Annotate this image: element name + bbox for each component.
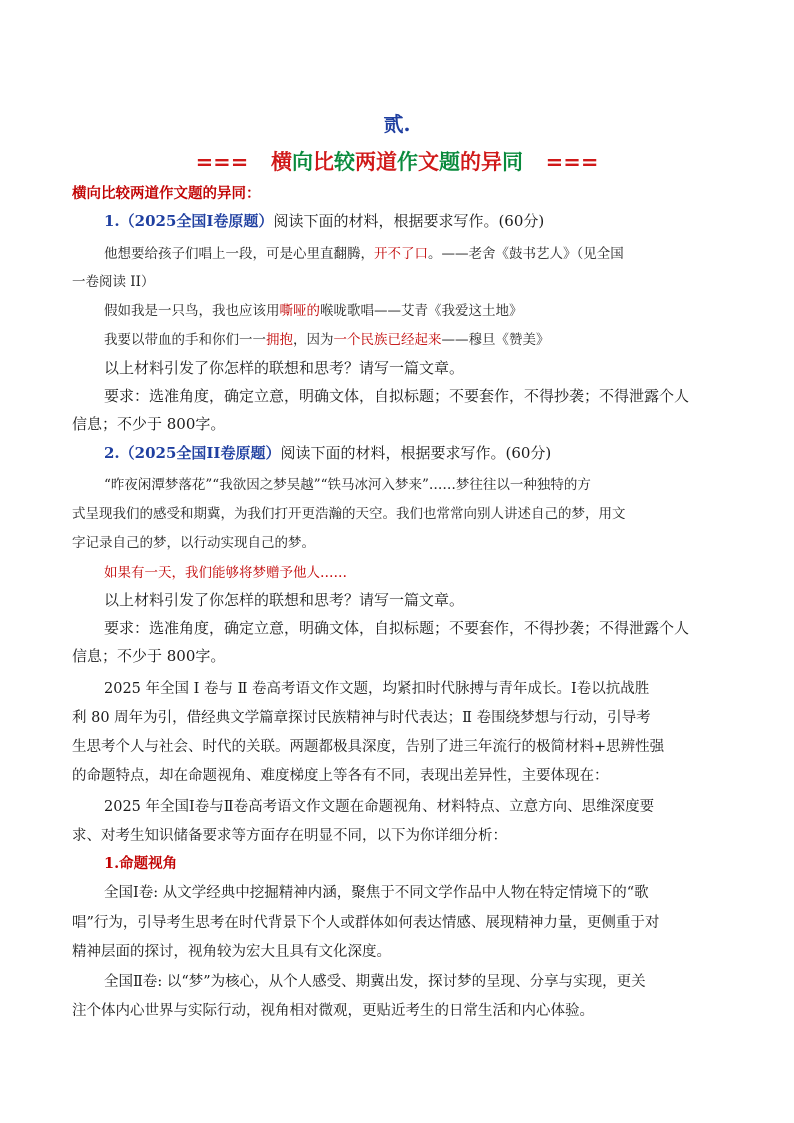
title-char: 题 — [439, 149, 460, 174]
title-char: 横 — [271, 149, 292, 174]
q1-instruction: 阅读下面的材料，根据要求写作。(60分) — [273, 212, 545, 230]
q1-material-3-text: ——穆旦《赞美》 — [441, 332, 550, 348]
q1-material-3-highlight: 一个民族已经起来 — [333, 332, 442, 348]
analysis-paragraph-4-cont: 注个体内心世界与实际行动，视角相对微观，更贴近考生的日常生活和内心体验。 — [72, 1003, 594, 1019]
analysis-paragraph-3: 全国Ⅰ卷: 从文学经典中挖掘精神内涵，聚焦于不同文学作品中人物在特定情境下的“歌 — [104, 885, 649, 901]
q1-material-2-text: 喉咙歌唱——艾青《我爱这土地》 — [320, 303, 523, 319]
q1-material-3 — [104, 328, 550, 348]
q2-material-2: 如果有一天，我们能够将梦赠予他人…… — [104, 565, 347, 581]
q2-header — [104, 442, 551, 463]
q2-source: （2025全国II卷原题） — [119, 444, 281, 462]
q2-requirements-cont: 信息；不少于 800字。 — [72, 647, 226, 665]
q2-instruction: 阅读下面的材料，根据要求写作。(60分) — [280, 444, 552, 462]
q2-material-1: “昨夜闲潭梦落花”“我欲因之梦吴越”“铁马冰河入梦来”……梦往往以一种独特的方 — [104, 477, 591, 493]
q1-material-1-text: 。——老舍《鼓书艺人》（见全国 — [428, 246, 624, 262]
analysis-paragraph-1-cont: 的命题特点，却在命题视角、难度梯度上等各有不同，表现出差异性，主要体现在： — [72, 768, 609, 784]
q1-material-3-highlight: 拥抱 — [266, 332, 293, 348]
q2-number: 2. — [104, 444, 120, 462]
title-right-marker: === — [545, 149, 599, 174]
title-char: 比 — [313, 149, 334, 174]
title-char: 较 — [334, 149, 355, 174]
title-char: 向 — [292, 149, 313, 174]
title-char: 作 — [397, 149, 418, 174]
q1-number: 1. — [104, 212, 120, 230]
title-left-marker: === — [195, 149, 249, 174]
title-char: 的 — [460, 149, 481, 174]
section-heading-perspective: 1.命题视角 — [104, 855, 178, 872]
title-char: 两 — [355, 149, 376, 174]
analysis-paragraph-1: 2025 年全国 Ⅰ 卷与 Ⅱ 卷高考语文作文题，均紧扣时代脉搏与青年成长。Ⅰ卷以抗战胜 — [104, 681, 650, 697]
main-title — [0, 146, 794, 176]
q1-material-1-highlight: 开不了口 — [374, 246, 428, 262]
analysis-paragraph-1-cont: 生思考个人与社会、时代的关联。两题都极具深度，告别了进三年流行的极简材料+思辨性强 — [72, 739, 665, 755]
analysis-paragraph-1-cont: 利 80 周年为引，借经典文学篇章探讨民族精神与时代表达；Ⅱ 卷围绕梦想与行动，引导考 — [72, 710, 651, 726]
q1-requirements-cont: 信息；不少于 800字。 — [72, 415, 226, 433]
analysis-paragraph-2-cont: 求、对考生知识储备要求等方面存在明显不同，以下为你详细分析： — [72, 828, 507, 844]
q1-material-1-text: 他想要给孩子们唱上一段，可是心里直翻腾， — [104, 246, 374, 262]
section-number: 贰. — [383, 112, 411, 136]
q1-source: （2025全国Ⅰ卷原题） — [119, 212, 274, 230]
q2-requirements: 要求：选准角度，确定立意，明确文体，自拟标题；不要套作，不得抄袭；不得泄露个人 — [104, 619, 690, 637]
q1-material-1 — [104, 242, 624, 262]
analysis-paragraph-2: 2025 年全国Ⅰ卷与Ⅱ卷高考语文作文题在命题视角、材料特点、立意方向、思维深度要 — [104, 799, 655, 815]
q1-material-1-cont: 一卷阅读 II） — [72, 274, 155, 290]
q1-material-3-text: 我要以带血的手和你们一一 — [104, 332, 266, 348]
title-char: 道 — [376, 149, 397, 174]
title-char: 文 — [418, 149, 439, 174]
title-char: 异 — [481, 149, 502, 174]
q2-prompt: 以上材料引发了你怎样的联想和思考？请写一篇文章。 — [104, 591, 465, 609]
q1-material-3-text: ，因为 — [293, 332, 334, 348]
analysis-paragraph-4: 全国Ⅱ卷: 以“梦”为核心，从个人感受、期冀出发，探讨梦的呈现、分享与实现，更关 — [104, 974, 646, 990]
analysis-paragraph-3-cont: 精神层面的探讨，视角较为宏大且具有文化深度。 — [72, 944, 391, 960]
title-char: 同 — [502, 149, 523, 174]
q1-material-2-highlight: 嘶哑的 — [279, 303, 320, 319]
q2-material-1-cont: 式呈现我们的感受和期冀，为我们打开更浩瀚的天空。我们也常常向别人讲述自己的梦，用文 — [72, 506, 626, 522]
analysis-paragraph-3-cont: 唱”行为，引导考生思考在时代背景下个人或群体如何表达情感、展现精神力量，更侧重于对 — [72, 915, 660, 931]
q1-requirements: 要求：选准角度，确定立意，明确文体，自拟标题；不要套作，不得抄袭；不得泄露个人 — [104, 387, 690, 405]
q1-material-2 — [104, 299, 523, 319]
q1-material-2-text: 假如我是一只鸟，我也应该用 — [104, 303, 280, 319]
q1-prompt: 以上材料引发了你怎样的联想和思考？请写一篇文章。 — [104, 359, 465, 377]
subheading: 横向比较两道作文题的异同： — [72, 185, 261, 202]
q1-header — [104, 210, 544, 231]
q2-material-1-cont: 字记录自己的梦，以行动实现自己的梦。 — [72, 535, 315, 551]
